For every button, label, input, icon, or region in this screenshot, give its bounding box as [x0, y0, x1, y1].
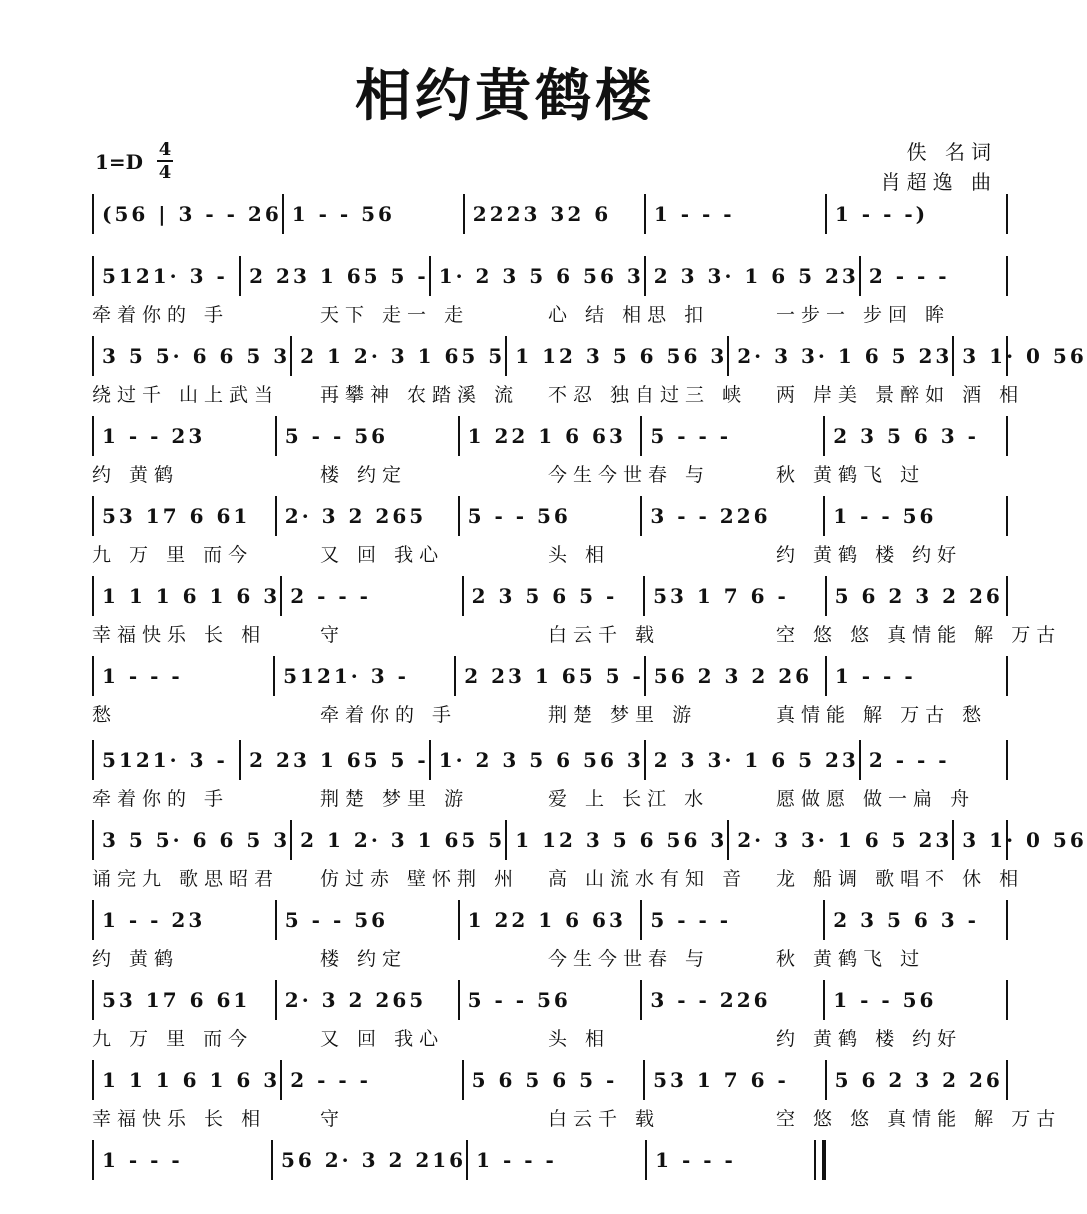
measure: 5121· 3 -	[94, 740, 241, 780]
lyric-text: 再攀神 农踏溪 流	[320, 384, 520, 406]
lyric-text: 空 悠 悠 真情能 解 万古	[776, 624, 1062, 646]
lyric-text: 不忍 独自过三 峡	[548, 384, 748, 406]
notes-row	[92, 256, 1008, 296]
lyric-text: 白云千 载	[548, 1108, 661, 1130]
notes-row	[92, 194, 1008, 234]
lyrics-row	[92, 1024, 1004, 1054]
measure: 2· 3 2 265	[277, 980, 460, 1020]
lyric-text: 秋 黄鹤飞 过	[776, 948, 926, 970]
measure: 5 - - 56	[460, 496, 643, 536]
lyric-text: 荆楚 梦里 游	[548, 704, 698, 726]
lyrics-row	[92, 944, 1004, 974]
measure: 3 1· 0 56	[962, 828, 1087, 852]
lyric-text: 幸福快乐 长 相	[92, 624, 267, 646]
lyrics-row	[92, 1184, 1004, 1214]
measure: 1 - - 56	[833, 504, 937, 528]
lyric-text: 两 岸美 景醉如 酒 相	[776, 384, 1025, 406]
measure: 5 - - -	[642, 416, 825, 456]
lyrics-row	[92, 864, 1025, 894]
lyrics-row	[92, 700, 1004, 730]
final-barline	[814, 1140, 826, 1180]
lyric-text: 龙 船调 歌唱不 休 相	[776, 868, 1025, 890]
measure: 3 - - 226	[642, 496, 825, 536]
time-signature	[157, 140, 173, 182]
measure: 1 1 1 6 1 6 3	[94, 1060, 282, 1100]
lyric-text: 愿做愿 做一扁 舟	[776, 788, 976, 810]
measure: 3 1· 0 56	[962, 344, 1087, 368]
lyric-text: 头 相	[548, 1028, 611, 1050]
measure: 1 22 1 6 63	[460, 900, 643, 940]
time-bottom: 4	[158, 162, 172, 183]
lyric-text: 仿过赤 壁怀荆 州	[320, 868, 520, 890]
composer-credit: 肖超逸 曲	[880, 170, 997, 194]
measure: 2· 3 3· 1 6 5 23	[729, 820, 954, 860]
measure: 3 - - 226	[642, 980, 825, 1020]
lyric-text: 约 黄鹤	[92, 464, 180, 486]
lyric-text: 高 山流水有知 音	[548, 868, 748, 890]
measure: 2 23 1 65 5 -	[456, 656, 646, 696]
measure: 1 12 3 5 6 56 3	[507, 820, 729, 860]
lyric-text: 今生今世春 与	[548, 464, 711, 486]
measure: 5 - - -	[642, 900, 825, 940]
lyric-text: 白云千 载	[548, 624, 661, 646]
lyric-text: 楼 约定	[320, 464, 408, 486]
notes-row	[92, 1060, 1008, 1100]
measure: 53 17 6 61	[94, 496, 277, 536]
notes-row	[92, 576, 1008, 616]
measure: 1 - - 56	[833, 988, 937, 1012]
lyric-text: 九 万 里 而今	[92, 1028, 254, 1050]
lyric-text: 又 回 我心	[320, 544, 445, 566]
measure: 5 6 2 3 2 26	[834, 1068, 1003, 1092]
lyric-text: 真情能 解 万古 愁	[776, 704, 988, 726]
measure: 1 - - -	[834, 664, 916, 688]
lyric-text: 九 万 里 而今	[92, 544, 254, 566]
notes-row	[92, 740, 1008, 780]
measure: 1 1 1 6 1 6 3	[94, 576, 282, 616]
measure: 1 - - -	[468, 1140, 647, 1180]
notes-row	[92, 980, 1008, 1020]
measure: 2 1 2· 3 1 65 5	[292, 336, 507, 376]
lyric-text: 牵着你的 手	[92, 788, 230, 810]
lyric-text: 爱 上 长江 水	[548, 788, 710, 810]
lyric-text: 幸福快乐 长 相	[92, 1108, 267, 1130]
measure: (56 | 3 - - 26	[94, 194, 284, 234]
measure: 56 2 3 2 26	[646, 656, 827, 696]
measure: 5121· 3 -	[94, 256, 241, 296]
lyric-text: 荆楚 梦里 游	[320, 788, 470, 810]
lyrics-row	[92, 784, 1004, 814]
measure: 2 3 5 6 3 -	[833, 908, 979, 932]
key-signature: 1=D	[95, 150, 144, 174]
measure: 1 - - 56	[284, 194, 465, 234]
notes-row	[92, 336, 1087, 376]
measure: 2 - - -	[868, 264, 950, 288]
measure: 2 3 3· 1 6 5 23	[646, 740, 861, 780]
measure: 2 23 1 65 5 -	[241, 740, 431, 780]
lyric-text: 约 黄鹤 楼 约好	[776, 1028, 963, 1050]
measure: 1 - - -	[94, 656, 275, 696]
lyric-text: 守	[320, 1108, 346, 1130]
measure: 53 1 7 6 -	[645, 576, 826, 616]
measure: 2 23 1 65 5 -	[241, 256, 431, 296]
lyric-text: 秋 黄鹤飞 过	[776, 464, 926, 486]
measure: 53 1 7 6 -	[645, 1060, 826, 1100]
measure: 1 - - 23	[94, 416, 277, 456]
measure: 2· 3 2 265	[277, 496, 460, 536]
measure: 1· 2 3 5 6 56 3	[431, 740, 646, 780]
measure: 1 - - -	[655, 1148, 736, 1172]
measure: 1 - - -	[94, 1140, 273, 1180]
lyric-text: 牵着你的 手	[320, 704, 458, 726]
lyrics-row	[92, 1104, 1062, 1134]
lyric-text: 天下 走一 走	[320, 304, 470, 326]
measure: 2223 32 6	[465, 194, 646, 234]
measure: 2 3 5 6 3 -	[833, 424, 979, 448]
measure: 1 - - -)	[834, 202, 929, 226]
lyric-text: 楼 约定	[320, 948, 408, 970]
lyric-text: 约 黄鹤	[92, 948, 180, 970]
measure: 5 - - 56	[460, 980, 643, 1020]
notes-row	[92, 820, 1087, 860]
measure: 5 - - 56	[277, 900, 460, 940]
measure: 5121· 3 -	[275, 656, 456, 696]
lyric-text: 今生今世春 与	[548, 948, 711, 970]
lyrics-row	[92, 540, 1004, 570]
lyric-text: 愁	[92, 704, 118, 726]
measure: 1 22 1 6 63	[460, 416, 643, 456]
lyric-text: 约 黄鹤 楼 约好	[776, 544, 963, 566]
lyrics-row	[92, 460, 1004, 490]
lyric-text: 又 回 我心	[320, 1028, 445, 1050]
time-top: 4	[158, 139, 172, 160]
notes-row	[92, 900, 1008, 940]
measure: 3 5 5· 6 6 5 3	[94, 336, 292, 376]
notes-row	[92, 496, 1008, 536]
measure: 2 - - -	[282, 1060, 463, 1100]
measure: 5 - - 56	[277, 416, 460, 456]
lyricist-credit: 佚 名词	[906, 140, 997, 164]
notes-row	[92, 416, 1008, 456]
measure: 56 2· 3 2 216	[273, 1140, 468, 1180]
lyric-text: 守	[320, 624, 346, 646]
lyrics-row	[92, 380, 1025, 410]
measure: 2 - - -	[868, 748, 950, 772]
lyric-text: 空 悠 悠 真情能 解 万古	[776, 1108, 1062, 1130]
lyrics-row	[92, 300, 1004, 330]
measure: 2 - - -	[282, 576, 463, 616]
measure: 2· 3 3· 1 6 5 23	[729, 336, 954, 376]
lyrics-row	[92, 620, 1062, 650]
measure: 2 1 2· 3 1 65 5	[292, 820, 507, 860]
measure: 1 - - 23	[94, 900, 277, 940]
lyric-text: 绕过千 山上武当	[92, 384, 280, 406]
notes-row	[92, 1140, 824, 1180]
song-title: 相约黄鹤楼	[355, 64, 655, 129]
measure: 3 5 5· 6 6 5 3	[94, 820, 292, 860]
lyric-text: 头 相	[548, 544, 611, 566]
lyric-text: 一步一 步回 眸	[776, 304, 951, 326]
lyric-text: 牵着你的 手	[92, 304, 230, 326]
measure: 5 6 5 6 5 -	[464, 1060, 645, 1100]
measure: 2 3 3· 1 6 5 23	[646, 256, 861, 296]
measure: 2 3 5 6 5 -	[464, 576, 645, 616]
measure: 5 6 2 3 2 26	[834, 584, 1003, 608]
measure: 1 12 3 5 6 56 3	[507, 336, 729, 376]
measure: 1 - - -	[646, 194, 827, 234]
measure: 1· 2 3 5 6 56 3	[431, 256, 646, 296]
lyric-text: 心 结 相思 扣	[548, 304, 710, 326]
measure: 53 17 6 61	[94, 980, 277, 1020]
lyric-text: 诵完九 歌思昭君	[92, 868, 280, 890]
notes-row	[92, 656, 1008, 696]
